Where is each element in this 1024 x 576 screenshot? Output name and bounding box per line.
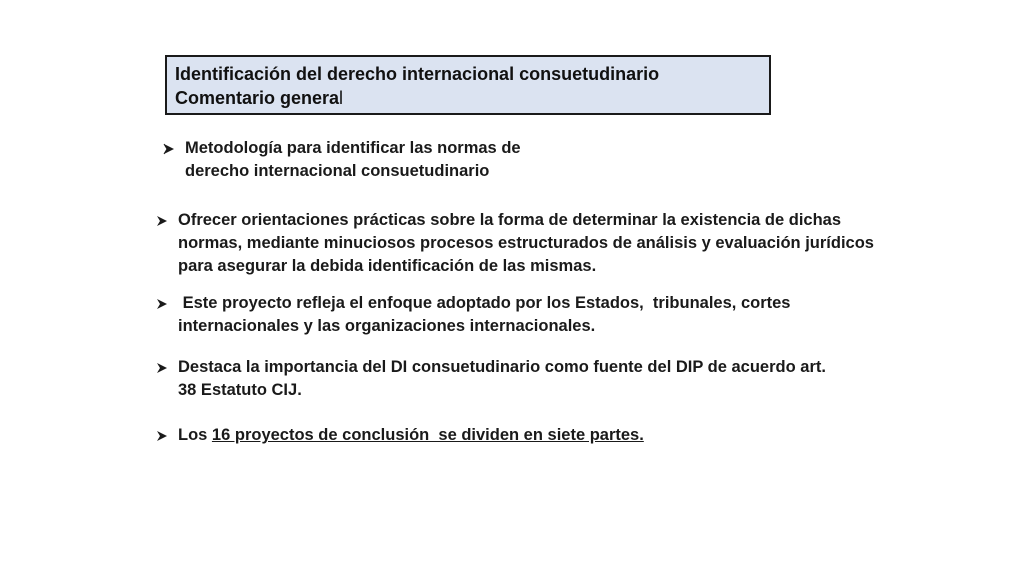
underlined-text: 16 proyectos de conclusión se dividen en siete partes. (211, 426, 644, 444)
arrow-bullet-icon (156, 424, 170, 447)
bullet-item-proyecto (156, 292, 790, 338)
bullet-text (185, 137, 521, 183)
slide-title: Identificación del derecho internacional consuetudinario (175, 64, 660, 84)
bullet-line: 38 Estatuto CIJ. (178, 381, 302, 399)
bullet-line: internacionales y las organizaciones internacionales. (178, 317, 596, 335)
bullet-text (178, 209, 874, 278)
bullet-item-metodologia (163, 137, 521, 183)
bullet-line: normas, mediante minuciosos procesos estructurados de análisis y evaluación jurídicos (178, 234, 874, 252)
subtitle-tail: l (339, 88, 344, 108)
bullet-text (178, 356, 826, 402)
bullet-line: Destaca la importancia del DI consuetudinario como fuente del DIP de acuerdo art. (178, 358, 826, 376)
bullet-item-proyectos-conclusion (156, 424, 644, 447)
arrow-bullet-icon (163, 137, 177, 160)
bullet-line: derecho internacional consuetudinario (185, 162, 490, 180)
title-box (165, 55, 771, 115)
bullet-prefix: Los (178, 426, 212, 444)
arrow-bullet-icon (156, 356, 170, 379)
bullet-line: para asegurar la debida identificación de las mismas. (178, 257, 597, 275)
arrow-bullet-icon (156, 292, 170, 315)
bullet-text (178, 292, 790, 338)
arrow-bullet-icon (156, 209, 170, 232)
bullet-text (178, 424, 644, 447)
bullet-line: Metodología para identificar las normas de (185, 139, 521, 157)
bullet-line: Este proyecto refleja el enfoque adoptado por los Estados, tribunales, cortes (178, 294, 791, 312)
bullet-item-importancia (156, 356, 826, 402)
bullet-line: Ofrecer orientaciones prácticas sobre la forma de determinar la existencia de dichas (178, 211, 842, 229)
subtitle-main: Comentario genera (175, 88, 340, 108)
slide-subtitle (175, 86, 761, 110)
bullet-item-orientaciones (156, 209, 874, 278)
bullet-line (178, 424, 644, 447)
